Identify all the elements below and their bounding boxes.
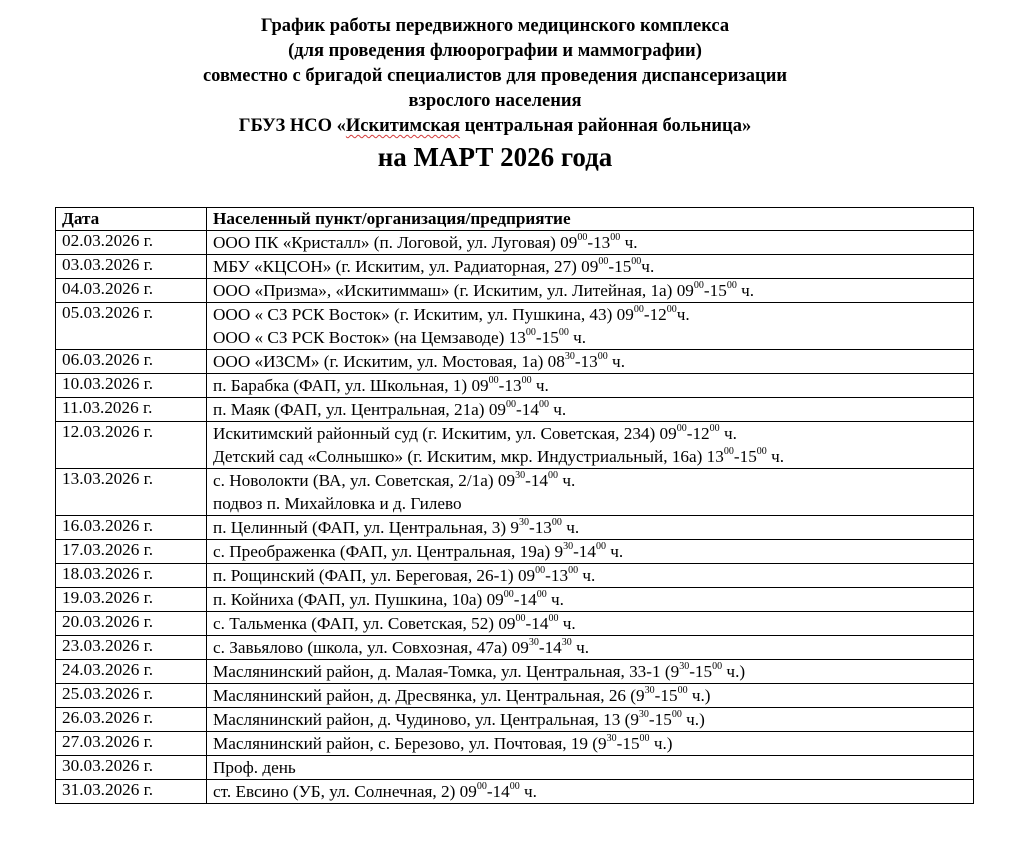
- place-line: [213, 445, 973, 468]
- table-row: [56, 398, 974, 422]
- time-suffix: ч.: [571, 638, 590, 657]
- time-end-minutes: 00: [671, 709, 682, 721]
- place-text: ООО ПК «Кристалл» (п. Логовой, ул. Луговая) 09: [213, 233, 578, 252]
- hospital-place: Искитимская: [345, 116, 461, 136]
- row-place: [207, 374, 974, 398]
- time-end-hour: -13: [545, 566, 569, 585]
- place-text: Проф. день: [213, 758, 296, 777]
- row-place: [207, 303, 974, 350]
- row-place: [207, 469, 974, 516]
- row-place: [207, 756, 974, 780]
- month-title: на МАРТ 2026 года: [377, 142, 613, 172]
- row-place: [207, 780, 974, 804]
- time-end-hour: -14: [525, 614, 549, 633]
- document-header: [0, 14, 990, 174]
- time-end-minutes: 00: [551, 517, 562, 529]
- time-start-minutes: 00: [515, 613, 526, 625]
- place-text: ООО « СЗ РСК Восток» (г. Искитим, ул. Пушкина, 43) 09: [213, 305, 634, 324]
- row-place: [207, 350, 974, 374]
- row-date: 20.03.2026 г.: [56, 612, 207, 636]
- time-end-minutes: 00: [666, 304, 677, 316]
- time-end-hour: -14: [538, 638, 562, 657]
- place-text: Маслянинский район, д. Малая-Томка, ул. Центральная, 33-1 (9: [213, 662, 680, 681]
- time-end-minutes: 00: [631, 256, 642, 268]
- table-header-row: [56, 208, 974, 231]
- place-text: ООО « СЗ РСК Восток» (на Цемзаводе) 13: [213, 328, 526, 347]
- time-end-hour: -15: [535, 328, 559, 347]
- time-suffix: ч.): [649, 734, 673, 753]
- place-text: с. Новолокти (ВА, ул. Советская, 2/1а) 09: [213, 471, 516, 490]
- row-place: [207, 732, 974, 756]
- row-date: 25.03.2026 г.: [56, 684, 207, 708]
- place-line: [213, 540, 973, 563]
- time-start-minutes: 00: [676, 423, 687, 435]
- time-suffix: ч.): [722, 662, 746, 681]
- time-start-minutes: 30: [515, 470, 526, 482]
- time-suffix: ч.: [676, 305, 690, 324]
- table-row: [56, 612, 974, 636]
- row-place: [207, 564, 974, 588]
- table-row: [56, 708, 974, 732]
- row-date: 11.03.2026 г.: [56, 398, 207, 422]
- time-suffix: ч.): [681, 710, 705, 729]
- table-row: [56, 255, 974, 279]
- time-start-minutes: 00: [693, 280, 704, 292]
- place-line: [213, 231, 973, 254]
- table-row: [56, 469, 974, 516]
- place-text: Маслянинский район, д. Дресвянка, ул. Центральная, 26 (9: [213, 686, 645, 705]
- time-suffix: ч.: [766, 447, 785, 466]
- time-end-minutes: 30: [561, 637, 572, 649]
- time-start-minutes: 30: [518, 517, 529, 529]
- row-date: 23.03.2026 г.: [56, 636, 207, 660]
- table-row: [56, 374, 974, 398]
- time-end-minutes: 00: [597, 351, 608, 363]
- place-line: [213, 684, 973, 707]
- row-place: [207, 660, 974, 684]
- time-start-minutes: 00: [506, 399, 517, 411]
- column-header-place: Населенный пункт/организация/предприятие: [207, 208, 974, 231]
- time-suffix: ч.: [607, 352, 625, 371]
- row-date: 10.03.2026 г.: [56, 374, 207, 398]
- table-row: [56, 756, 974, 780]
- row-date: 03.03.2026 г.: [56, 255, 207, 279]
- row-place: [207, 231, 974, 255]
- time-end-hour: -14: [513, 590, 537, 609]
- row-date: 17.03.2026 г.: [56, 540, 207, 564]
- hospital-prefix: ГБУЗ НСО «: [238, 116, 346, 136]
- row-place: [207, 588, 974, 612]
- hospital-suffix: центральная районная больница»: [460, 116, 752, 136]
- row-place: [207, 279, 974, 303]
- place-text: с. Преображенка (ФАП, ул. Центральная, 19а) 9: [213, 542, 564, 561]
- time-suffix: ч.: [558, 614, 576, 633]
- place-text: ООО «ИЗСМ» (г. Искитим, ул. Мостовая, 1а) 08: [213, 352, 565, 371]
- time-start-minutes: 00: [633, 304, 644, 316]
- place-line: [213, 756, 973, 779]
- row-date: 19.03.2026 г.: [56, 588, 207, 612]
- time-suffix: ч.: [605, 542, 624, 561]
- table-row: [56, 350, 974, 374]
- time-suffix: ч.: [558, 471, 576, 490]
- time-end-hour: -13: [587, 233, 611, 252]
- place-line: [213, 588, 973, 611]
- header-line-4: взрослого населения: [408, 91, 582, 111]
- place-line: [213, 516, 973, 539]
- time-end-minutes: 00: [536, 589, 547, 601]
- time-suffix: ч.: [719, 424, 737, 443]
- place-line: [213, 708, 973, 731]
- place-line: [213, 469, 973, 492]
- time-end-hour: -12: [643, 305, 667, 324]
- place-text: с. Завьялово (школа, ул. Совхозная, 47а) 09: [213, 638, 529, 657]
- time-start-minutes: 00: [525, 327, 536, 339]
- time-end-hour: -14: [573, 542, 596, 561]
- table-row: [56, 660, 974, 684]
- place-line: [213, 255, 973, 278]
- schedule-table-body: [56, 208, 974, 804]
- place-text: Маслянинский район, с. Березово, ул. Почтовая, 19 (9: [213, 734, 607, 753]
- time-end-hour: -13: [528, 518, 552, 537]
- row-place: [207, 255, 974, 279]
- place-line: [213, 636, 973, 659]
- time-end-hour: -15: [648, 710, 672, 729]
- table-row: [56, 636, 974, 660]
- time-start-minutes: 00: [577, 232, 588, 244]
- place-line: [213, 398, 973, 421]
- time-end-hour: -14: [516, 400, 539, 419]
- time-start-minutes: 00: [476, 781, 487, 793]
- row-date: 24.03.2026 г.: [56, 660, 207, 684]
- place-text: Детский сад «Солнышко» (г. Искитим, мкр. Индустриальный, 16а) 13: [213, 447, 724, 466]
- time-end-minutes: 00: [756, 446, 767, 458]
- time-suffix: ч.: [561, 518, 580, 537]
- row-place: [207, 684, 974, 708]
- place-line: [213, 612, 973, 635]
- time-end-minutes: 00: [709, 423, 720, 435]
- time-end-minutes: 00: [509, 781, 520, 793]
- row-date: 16.03.2026 г.: [56, 516, 207, 540]
- table-row: [56, 684, 974, 708]
- time-suffix: ч.: [736, 281, 755, 300]
- time-end-hour: -15: [616, 734, 640, 753]
- table-row: [56, 516, 974, 540]
- time-suffix: ч.: [620, 233, 638, 252]
- row-date: 05.03.2026 г.: [56, 303, 207, 350]
- time-start-minutes: 00: [535, 565, 546, 577]
- time-end-minutes: 00: [712, 661, 723, 673]
- place-text: Маслянинский район, д. Чудиново, ул. Центральная, 13 (9: [213, 710, 639, 729]
- time-suffix: ч.: [546, 590, 564, 609]
- time-start-minutes: 00: [488, 375, 499, 387]
- row-date: 02.03.2026 г.: [56, 231, 207, 255]
- schedule-table: [55, 207, 974, 804]
- place-text: п. Койниха (ФАП, ул. Пушкина, 10а) 09: [213, 590, 504, 609]
- row-place: [207, 612, 974, 636]
- row-date: 27.03.2026 г.: [56, 732, 207, 756]
- time-end-minutes: 00: [558, 327, 569, 339]
- time-end-minutes: 00: [726, 280, 737, 292]
- time-end-hour: -14: [486, 782, 510, 801]
- row-place: [207, 540, 974, 564]
- place-line: [213, 326, 973, 349]
- place-text: ст. Евсино (УБ, ул. Солнечная, 2) 09: [213, 782, 477, 801]
- time-end-hour: -13: [574, 352, 598, 371]
- table-row: [56, 422, 974, 469]
- time-start-minutes: 30: [564, 351, 575, 363]
- place-text: п. Барабка (ФАП, ул. Школьная, 1) 09: [213, 376, 489, 395]
- header-line-2: (для проведения флюорографии и маммографии): [288, 41, 702, 61]
- header-line-5: [0, 114, 990, 139]
- time-end-hour: -15: [733, 447, 757, 466]
- row-date: 26.03.2026 г.: [56, 708, 207, 732]
- table-row: [56, 564, 974, 588]
- time-suffix: ч.: [531, 376, 549, 395]
- header-line-1: График работы передвижного медицинского комплекса: [260, 16, 730, 36]
- time-end-hour: -15: [608, 257, 632, 276]
- time-suffix: ч.: [548, 400, 567, 419]
- place-line: [213, 564, 973, 587]
- time-start-minutes: 30: [606, 733, 617, 745]
- time-end-hour: -15: [703, 281, 727, 300]
- column-header-date: Дата: [56, 208, 207, 231]
- row-place: [207, 516, 974, 540]
- time-start-minutes: 00: [723, 446, 734, 458]
- table-row: [56, 780, 974, 804]
- place-text: п. Маяк (ФАП, ул. Центральная, 21а) 09: [213, 400, 507, 419]
- place-line: [213, 350, 973, 373]
- time-start-minutes: 00: [598, 256, 609, 268]
- place-text: МБУ «КЦСОН» (г. Искитим, ул. Радиаторная, 27) 09: [213, 257, 599, 276]
- place-text: ООО «Призма», «Искитиммаш» (г. Искитим, ул. Литейная, 1а) 09: [213, 281, 694, 300]
- time-end-minutes: 00: [595, 541, 606, 553]
- table-row: [56, 279, 974, 303]
- row-date: 13.03.2026 г.: [56, 469, 207, 516]
- time-start-minutes: 30: [563, 541, 574, 553]
- row-place: [207, 708, 974, 732]
- header-line-3: совместно с бригадой специалистов для проведения диспансеризации: [202, 66, 788, 86]
- time-start-minutes: 30: [679, 661, 690, 673]
- table-row: [56, 732, 974, 756]
- place-line: [213, 303, 973, 326]
- place-text: с. Тальменка (ФАП, ул. Советская, 52) 09: [213, 614, 516, 633]
- place-line: [213, 732, 973, 755]
- row-place: [207, 422, 974, 469]
- place-line: [213, 492, 973, 515]
- time-end-minutes: 00: [639, 733, 650, 745]
- place-text: п. Целинный (ФАП, ул. Центральная, 3) 9: [213, 518, 519, 537]
- time-end-minutes: 00: [548, 613, 559, 625]
- time-end-minutes: 00: [548, 470, 559, 482]
- table-row: [56, 231, 974, 255]
- time-start-minutes: 30: [644, 685, 655, 697]
- table-row: [56, 588, 974, 612]
- place-line: [213, 780, 973, 803]
- place-text: п. Рощинский (ФАП, ул. Береговая, 26-1) 09: [213, 566, 536, 585]
- time-end-hour: -13: [498, 376, 522, 395]
- time-suffix: ч.: [578, 566, 596, 585]
- time-start-minutes: 30: [528, 637, 539, 649]
- time-end-hour: -15: [654, 686, 678, 705]
- row-date: 30.03.2026 г.: [56, 756, 207, 780]
- time-end-hour: -14: [525, 471, 549, 490]
- place-text: подвоз п. Михайловка и д. Гилево: [213, 494, 462, 513]
- time-end-minutes: 00: [610, 232, 621, 244]
- time-end-minutes: 00: [568, 565, 579, 577]
- place-line: [213, 279, 973, 302]
- table-row: [56, 540, 974, 564]
- row-date: 18.03.2026 г.: [56, 564, 207, 588]
- time-end-minutes: 00: [677, 685, 688, 697]
- time-end-minutes: 00: [521, 375, 532, 387]
- time-end-hour: -15: [689, 662, 713, 681]
- place-line: [213, 422, 973, 445]
- time-suffix: ч.): [687, 686, 711, 705]
- time-suffix: ч.: [519, 782, 537, 801]
- row-date: 06.03.2026 г.: [56, 350, 207, 374]
- time-suffix: ч.: [568, 328, 587, 347]
- time-end-hour: -12: [686, 424, 710, 443]
- row-date: 12.03.2026 г.: [56, 422, 207, 469]
- time-start-minutes: 30: [638, 709, 649, 721]
- place-line: [213, 374, 973, 397]
- time-end-minutes: 00: [538, 399, 549, 411]
- row-place: [207, 398, 974, 422]
- row-date: 31.03.2026 г.: [56, 780, 207, 804]
- row-date: 04.03.2026 г.: [56, 279, 207, 303]
- table-row: [56, 303, 974, 350]
- time-suffix: ч.: [641, 257, 655, 276]
- place-line: [213, 660, 973, 683]
- row-place: [207, 636, 974, 660]
- time-start-minutes: 00: [503, 589, 514, 601]
- place-text: Искитимский районный суд (г. Искитим, ул. Советская, 234) 09: [213, 424, 677, 443]
